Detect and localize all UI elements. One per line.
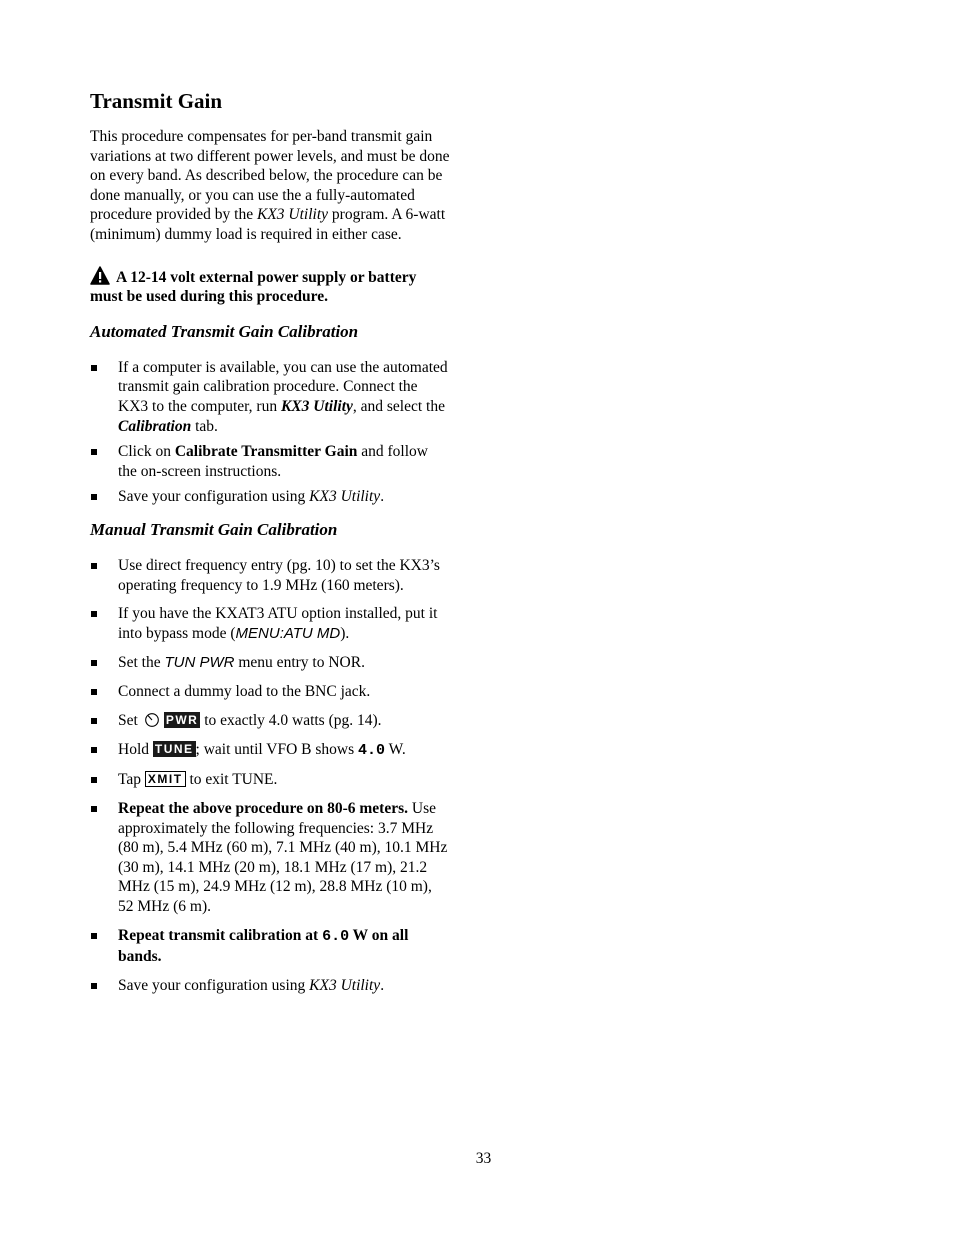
- list-item: Hold TUNE ; wait until VFO B shows 4.0 W.: [90, 740, 450, 761]
- automated-heading: Automated Transmit Gain Calibration: [90, 321, 359, 341]
- bullet-icon: [91, 933, 97, 939]
- tune-key: TUNE: [154, 742, 194, 757]
- list-item: Tap XMIT to exit TUNE.: [90, 770, 450, 790]
- page-number: 33: [475, 1150, 492, 1167]
- manual-steps: [90, 556, 450, 995]
- list-item: Repeat transmit calibration at 6.0 W on all bands.: [90, 926, 450, 966]
- list-item: If a computer is available, you can use the automated transmit gain calibration procedure. Connect the KX3 to the computer, run KX3 Utility, and select the Calibration tab.: [90, 358, 450, 436]
- list-item: Set PWR to exactly 4.0 watts (pg. 14).: [90, 711, 450, 731]
- bullet-icon: [91, 689, 97, 695]
- pwr-key: PWR: [165, 713, 199, 728]
- bullet-icon: [91, 983, 97, 989]
- utility-name: KX3 Utility: [257, 206, 329, 224]
- list-item: Use direct frequency entry (pg. 10) to set the KX3’s operating frequency to 1.9 MHz (160 meters).: [90, 556, 450, 595]
- section-title: Transmit Gain: [90, 89, 223, 113]
- list-item: Click on Calibrate Transmitter Gain and follow the on-screen instructions.: [90, 442, 450, 481]
- bullet-icon: [91, 777, 97, 783]
- list-item: Connect a dummy load to the BNC jack.: [90, 682, 450, 702]
- bullet-icon: [91, 365, 97, 371]
- bullet-icon: [91, 494, 97, 500]
- knob-icon: [144, 712, 160, 728]
- vfo-display-value: 4.0: [358, 742, 386, 760]
- warning-triangle-icon: [90, 266, 110, 285]
- bullet-icon: [91, 660, 97, 666]
- bullet-icon: [91, 611, 97, 617]
- intro-paragraph: This procedure compensates for per-band transmit gain variations at two different power levels, and must be done on every band. As described below, the procedure can be done manually, or you can use the a fully-automated procedure provided by the KX3 Utility program. A 6-watt (minimum) dummy load is required in either case.: [90, 128, 450, 243]
- menu-entry: TUN PWR: [164, 654, 235, 672]
- list-item: Set the TUN PWR menu entry to NOR.: [90, 653, 450, 673]
- list-item: If you have the KXAT3 ATU option installed, put it into bypass mode (MENU:ATU MD).: [90, 604, 450, 643]
- menu-entry: MENU:ATU MD: [235, 625, 341, 643]
- power-value: 6.0: [322, 927, 350, 945]
- automated-steps: [90, 358, 450, 507]
- xmit-key: XMIT: [145, 771, 186, 787]
- list-item: Save your configuration using KX3 Utility.: [90, 487, 450, 507]
- list-item: Repeat the above procedure on 80-6 meters. Use approximately the following frequencies: 3.7 MHz (80 m), 5.4 MHz (60 m), 7.1 MHz (40 m), 10.1 MHz (30 m), 14.1 MHz (20 m), 18.1 MHz (17 m), 21.2 MHz (15 m), 24.9 MHz (12 m), 28.8 MHz (10 m), 52 MHz (6 m).: [90, 799, 450, 917]
- content-column: [90, 88, 450, 1005]
- manual-heading: Manual Transmit Gain Calibration: [90, 519, 338, 539]
- bullet-icon: [91, 718, 97, 724]
- bullet-icon: [91, 806, 97, 812]
- list-item: Save your configuration using KX3 Utility.: [90, 976, 450, 996]
- bullet-icon: [91, 449, 97, 455]
- bullet-icon: [91, 747, 97, 753]
- warning-note: A 12-14 volt external power supply or battery must be used during this procedure.: [90, 266, 450, 307]
- bullet-icon: [91, 563, 97, 569]
